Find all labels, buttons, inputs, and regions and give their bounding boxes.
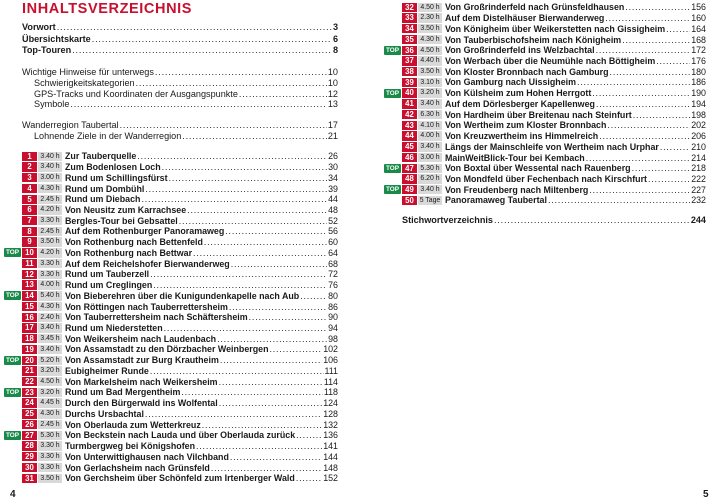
tour-page: 60 (328, 237, 338, 248)
tour-number-badge: 18 (22, 334, 37, 343)
tour-entry[interactable] (22, 258, 338, 269)
tour-title: Panoramaweg Taubertal (445, 195, 547, 206)
tour-entry[interactable] (402, 23, 706, 34)
tour-number-badge: 13 (22, 280, 37, 289)
tour-duration: 4.00 h (38, 280, 62, 289)
tour-title: Durchs Ursbachtal (65, 408, 144, 419)
tour-number-badge: 9 (22, 237, 37, 246)
tour-page: 222 (691, 174, 706, 185)
tour-title: Rund um Dombühl (65, 183, 145, 194)
tour-duration: 3.40 h (38, 323, 62, 332)
tour-page: 102 (323, 344, 338, 355)
tour-number-badge: 48 (402, 174, 417, 183)
tour-title: Rund um Tauberzell (65, 269, 150, 280)
tour-page: 64 (328, 247, 338, 258)
tour-duration: 4.00 h (418, 131, 442, 140)
tour-entry[interactable] (22, 280, 338, 291)
tour-duration: 3.30 h (38, 452, 62, 461)
tour-page: 98 (328, 333, 338, 344)
tour-entry[interactable] (22, 376, 338, 387)
tour-title: Von Assamstadt zu den Dörzbacher Weinbergen (65, 344, 269, 355)
tour-number-badge: 3 (22, 173, 37, 182)
tour-page: 56 (328, 226, 338, 237)
tour-entry[interactable] (22, 441, 338, 452)
toc-entry-stichwortverzeichnis[interactable]: Stichwortverzeichnis ..... 244 (402, 215, 706, 226)
tour-page: 48 (328, 204, 338, 215)
tour-entry[interactable] (22, 409, 338, 420)
tour-number-badge: 42 (402, 110, 417, 119)
tour-entry[interactable] (22, 473, 338, 484)
tour-entry[interactable] (402, 120, 706, 131)
tour-duration: 5.30 h (418, 164, 442, 173)
tour-number-badge: 23 (22, 388, 37, 397)
tour-number-badge: 35 (402, 35, 417, 44)
tour-entry[interactable] (22, 248, 338, 259)
tour-number-badge: 7 (22, 216, 37, 225)
tour-page: 180 (691, 66, 706, 77)
tour-duration: 4.50 h (38, 377, 62, 386)
tour-duration: 3.45 h (38, 334, 62, 343)
tour-page: 44 (328, 194, 338, 205)
tour-duration: 2.30 h (418, 13, 442, 22)
tour-number-badge: 36 (402, 46, 417, 55)
tour-entry[interactable] (402, 141, 706, 152)
tour-page: 34 (328, 172, 338, 183)
tour-page: 194 (691, 98, 706, 109)
tour-entry[interactable] (22, 301, 338, 312)
tour-duration: 4.20 h (38, 205, 62, 214)
tour-entry[interactable] (22, 312, 338, 323)
tour-duration: 2.40 h (38, 313, 62, 322)
tour-title: Von Beckstein nach Lauda und über Oberlauda zurück (65, 430, 296, 441)
tour-entry[interactable] (22, 269, 338, 280)
tour-page: 94 (328, 323, 338, 334)
tour-number-badge: 39 (402, 78, 417, 87)
tour-title: Auf dem Rothenburger Panoramaweg (65, 226, 225, 237)
tour-entry[interactable] (402, 174, 706, 185)
tour-duration: 3.40 h (418, 99, 442, 108)
tour-page: 210 (691, 141, 706, 152)
tour-duration: 3.50 h (418, 67, 442, 76)
tour-page: 176 (691, 55, 706, 66)
tour-entry[interactable] (402, 13, 706, 24)
tour-entry[interactable] (402, 77, 706, 88)
tour-number-badge: 46 (402, 153, 417, 162)
tour-entry[interactable] (22, 215, 338, 226)
tour-entry[interactable] (402, 99, 706, 110)
tour-page: 214 (691, 152, 706, 163)
tour-title: Von Bieberehren über die Kunigundenkapelle nach Aub (65, 290, 300, 301)
tour-page: 168 (691, 34, 706, 45)
tour-number-badge: 49 (402, 185, 417, 194)
top-tour-badge: TOP (5, 356, 20, 364)
tour-entry[interactable] (22, 355, 338, 366)
tour-entry[interactable] (22, 333, 338, 344)
tour-title: Von Assamstadt zur Burg Krautheim (65, 355, 219, 366)
tour-number-badge: 15 (22, 302, 37, 311)
tour-title: Von Unterwittighausen nach Vilchband (65, 451, 229, 462)
tour-number-badge: 28 (22, 441, 37, 450)
tour-duration: 2.45 h (38, 227, 62, 236)
tour-title: Bergles-Tour bei Gebsattel (65, 215, 178, 226)
toc-entry-gps[interactable]: GPS-Tracks und Koordinaten der Ausgangspunkte ..... 12 (34, 89, 338, 100)
tour-number-badge: 24 (22, 398, 37, 407)
tour-number-badge: 20 (22, 356, 37, 365)
tour-title: Von Röttingen nach Tauberrettersheim (65, 301, 228, 312)
tour-page: 132 (323, 419, 338, 430)
tour-duration: 3.30 h (38, 270, 62, 279)
tour-title: Von Kreuzwertheim ins Himmelreich (445, 131, 599, 142)
toc-entry-schwierigkeit[interactable]: Schwierigkeitskategorien ..... 10 (34, 78, 338, 89)
tour-number-badge: 30 (22, 463, 37, 472)
tour-duration: 3.50 h (38, 237, 62, 246)
tour-number-badge: 16 (22, 313, 37, 322)
tour-entry[interactable] (402, 195, 706, 206)
tour-duration: 3.20 h (38, 388, 62, 397)
tour-duration: 4.30 h (38, 302, 62, 311)
tour-duration: 6.30 h (418, 110, 442, 119)
tour-entry[interactable] (402, 88, 706, 99)
tour-title: Rund um Niederstetten (65, 323, 163, 334)
top-tour-badge: TOP (5, 249, 20, 257)
tour-duration: 2.45 h (38, 195, 62, 204)
tour-page: 128 (323, 408, 338, 419)
tour-number-badge: 38 (402, 67, 417, 76)
toc-entry-wanderregion[interactable]: Wanderregion Taubertal ..... 17 (22, 120, 338, 131)
tour-page: 80 (328, 290, 338, 301)
tour-page: 52 (328, 215, 338, 226)
tour-page: 30 (328, 162, 338, 173)
tour-duration: 3.30 h (38, 441, 62, 450)
tour-entry[interactable] (22, 151, 338, 162)
tour-number-badge: 40 (402, 88, 417, 97)
tour-title: Von Oberlauda zum Wetterkreuz (65, 419, 201, 430)
tour-number-badge: 44 (402, 131, 417, 140)
tour-duration: 6.20 h (418, 174, 442, 183)
tour-page: 218 (691, 163, 706, 174)
tour-number-badge: 2 (22, 162, 37, 171)
tour-page: 156 (691, 2, 706, 13)
tour-title: Von Boxtal über Wessental nach Rauenberg (445, 163, 631, 174)
tour-duration: 3.50 h (38, 474, 62, 483)
tour-entry[interactable] (402, 163, 706, 174)
tour-duration: 4.50 h (418, 3, 442, 12)
tour-page: 148 (323, 462, 338, 473)
top-tour-badge: TOP (385, 164, 400, 172)
tour-entry[interactable] (22, 290, 338, 301)
tour-number-badge: 17 (22, 323, 37, 332)
tour-page: 160 (691, 13, 706, 24)
tour-title: Von Großrinderfeld ins Welzbachtal (445, 45, 595, 56)
tour-title: Von Wertheim zum Kloster Bronnbach (445, 120, 607, 131)
tour-entry[interactable] (22, 226, 338, 237)
tour-duration: 2.45 h (38, 420, 62, 429)
toc-entry-symbole[interactable]: Symbole ..... 13 (34, 99, 338, 110)
tour-number-badge: 37 (402, 56, 417, 65)
tour-page: 190 (691, 88, 706, 99)
tour-duration: 3.40 h (418, 142, 442, 151)
tour-duration: 3.40 h (38, 345, 62, 354)
tour-duration: 4.40 h (418, 56, 442, 65)
top-tour-badge: TOP (5, 388, 20, 396)
page-number: 5 (703, 489, 709, 500)
tour-entry[interactable] (402, 109, 706, 120)
tour-entry[interactable] (22, 183, 338, 194)
tour-number-badge: 41 (402, 99, 417, 108)
tour-page: 26 (328, 151, 338, 162)
tour-page: 144 (323, 451, 338, 462)
tour-page: 227 (691, 184, 706, 195)
tour-title: Von Markelsheim nach Weikersheim (65, 376, 218, 387)
tour-title: Eubigheimer Runde (65, 365, 149, 376)
tour-title: Von Mondfeld über Fechenbach nach Kirschfurt (445, 174, 648, 185)
tour-duration: 3.20 h (418, 88, 442, 97)
page-title: INHALTSVERZEICHNIS (22, 1, 193, 17)
tour-duration: 3.30 h (38, 463, 62, 472)
top-tour-badge: TOP (5, 292, 20, 300)
tour-page: 202 (691, 120, 706, 131)
tour-page: 86 (328, 301, 338, 312)
tour-entry[interactable] (22, 398, 338, 409)
tour-page: 39 (328, 183, 338, 194)
tour-title: Von Königheim über Weikerstetten nach Gissigheim (445, 23, 666, 34)
tour-page: 118 (323, 387, 338, 398)
tour-title: Zum Bodenlosen Loch (65, 162, 161, 173)
tour-entry[interactable] (402, 131, 706, 142)
top-tour-badge: TOP (385, 186, 400, 194)
tour-title: Von Tauberbischofsheim nach Königheim (445, 34, 622, 45)
tour-title: Von Gerlachsheim nach Grünsfeld (65, 462, 210, 473)
tour-number-badge: 22 (22, 377, 37, 386)
tour-page: 136 (323, 430, 338, 441)
right-page (360, 0, 720, 501)
tour-page: 76 (328, 280, 338, 291)
tour-number-badge: 8 (22, 227, 37, 236)
tour-title: Von Kloster Bronnbach nach Gamburg (445, 66, 609, 77)
tour-number-badge: 43 (402, 121, 417, 130)
top-tour-badge: TOP (5, 431, 20, 439)
tour-title: Rund um Diebach (65, 194, 141, 205)
tour-entry[interactable] (22, 194, 338, 205)
tour-title: Zur Tauberquelle (65, 151, 137, 162)
tour-entry[interactable] (402, 56, 706, 67)
tour-duration: 3.10 h (418, 78, 442, 87)
tour-number-badge: 4 (22, 184, 37, 193)
tour-duration: 5.30 h (38, 431, 62, 440)
tour-entry[interactable] (402, 184, 706, 195)
tour-page: 198 (691, 109, 706, 120)
tour-title: Von Gerchsheim über Schönfeld zum Irtenberger Wald (65, 473, 295, 484)
tour-entry[interactable] (22, 205, 338, 216)
tour-entry[interactable] (402, 66, 706, 77)
tour-duration: 4.30 h (38, 184, 62, 193)
tour-entry[interactable] (22, 172, 338, 183)
tour-duration: 3.00 h (418, 153, 442, 162)
tour-duration: 4.20 h (38, 248, 62, 257)
tour-duration: 4.30 h (418, 35, 442, 44)
tour-entry[interactable] (22, 344, 338, 355)
tour-page: 90 (328, 312, 338, 323)
tour-duration: 4.30 h (38, 409, 62, 418)
tour-page: 111 (324, 365, 338, 376)
tour-page: 72 (328, 269, 338, 280)
tour-entry[interactable] (22, 237, 338, 248)
tour-title: Von Külsheim zum Hohen Herrgott (445, 88, 592, 99)
tour-entry[interactable] (402, 152, 706, 163)
tour-title: MainWeitBlick-Tour bei Kembach (445, 152, 585, 163)
tour-duration: 3.20 h (38, 366, 62, 375)
tour-number-badge: 47 (402, 164, 417, 173)
tour-entry[interactable] (22, 419, 338, 430)
tour-number-badge: 31 (22, 474, 37, 483)
tour-duration: 3.40 h (38, 152, 62, 161)
tour-page: 141 (323, 441, 338, 452)
tour-number-badge: 12 (22, 270, 37, 279)
tour-page: 124 (323, 398, 338, 409)
tour-entry[interactable] (22, 162, 338, 173)
toc-entry-hinweise[interactable]: Wichtige Hinweise für unterwegs ..... 10 (22, 67, 338, 78)
tour-title: Rund um Creglingen (65, 280, 153, 291)
toc-entry-ziele[interactable]: Lohnende Ziele in der Wanderregion ..... 21 (34, 131, 338, 142)
tour-title: Rund um Schillingsfürst (65, 172, 168, 183)
tour-duration: 3.50 h (418, 24, 442, 33)
tour-entry[interactable] (22, 462, 338, 473)
tour-page: 106 (323, 355, 338, 366)
tour-page: 152 (323, 473, 338, 484)
tour-duration: 4.45 h (38, 398, 62, 407)
tour-title: Von Werbach über die Neumühle nach Böttigheim (445, 55, 656, 66)
tour-number-badge: 26 (22, 420, 37, 429)
tour-title: Von Neusitz zum Karrachsee (65, 204, 187, 215)
tour-number-badge: 34 (402, 24, 417, 33)
tour-number-badge: 11 (22, 259, 37, 268)
toc-entry-vorwort[interactable]: Vorwort ..... 3 (22, 22, 338, 33)
toc-entry-top-touren[interactable]: Top-Touren ..... 8 (22, 45, 338, 56)
tour-duration: 5 Tage (419, 196, 441, 204)
tour-number-badge: 14 (22, 291, 37, 300)
tour-number-badge: 19 (22, 345, 37, 354)
tour-number-badge: 50 (402, 196, 417, 205)
tour-duration: 3.00 h (38, 173, 62, 182)
tour-number-badge: 5 (22, 195, 37, 204)
tour-duration: 5.20 h (38, 356, 62, 365)
tour-page: 206 (691, 131, 706, 142)
tour-number-badge: 6 (22, 205, 37, 214)
tour-title: Von Weikersheim nach Laudenbach (65, 333, 217, 344)
tour-duration: 4.50 h (418, 46, 442, 55)
tour-entry[interactable] (22, 387, 338, 398)
tour-entry[interactable] (402, 45, 706, 56)
tour-page: 164 (691, 23, 706, 34)
tour-entry[interactable] (402, 34, 706, 45)
tour-title: Rund um Bad Mergentheim (65, 387, 181, 398)
tour-number-badge: 1 (22, 152, 37, 161)
tour-duration: 3.40 h (418, 185, 442, 194)
tour-title: Auf dem Distelhäuser Bierwanderweg (445, 13, 605, 24)
tour-duration: 3.40 h (38, 162, 62, 171)
tour-title: Von Gamburg nach Uissigheim (445, 77, 577, 88)
tour-page: 68 (328, 258, 338, 269)
top-tour-badge: TOP (385, 46, 400, 54)
top-tour-badge: TOP (385, 89, 400, 97)
tour-title: Auf dem Reichelshofer Bierwanderweg (65, 258, 230, 269)
tour-title: Turmbergweg bei Königshofen (65, 441, 196, 452)
tour-page: 232 (691, 195, 706, 206)
tour-number-badge: 45 (402, 142, 417, 151)
tour-title: Von Hardheim über Breitenau nach Steinfurt (445, 109, 632, 120)
tour-page: 186 (691, 77, 706, 88)
tour-number-badge: 32 (402, 3, 417, 12)
tour-number-badge: 10 (22, 248, 37, 257)
tour-title: Längs der Mainschleife von Wertheim nach Urphar (445, 141, 659, 152)
tour-entry[interactable] (22, 366, 338, 377)
tour-number-badge: 27 (22, 431, 37, 440)
tour-entry[interactable] (22, 430, 338, 441)
tour-title: Von Tauberrettersheim nach Schäftersheim (65, 312, 248, 323)
tour-title: Von Rothenburg nach Bettenfeld (65, 237, 203, 248)
tour-duration: 5.40 h (38, 291, 62, 300)
tour-number-badge: 29 (22, 452, 37, 461)
tour-title: Durch den Bürgerwald ins Wolfental (65, 398, 218, 409)
toc-entry-uebersichtskarte[interactable]: Übersichtskarte ..... 6 (22, 34, 338, 45)
tour-page: 114 (323, 376, 338, 387)
tour-entry[interactable] (22, 451, 338, 462)
tour-number-badge: 25 (22, 409, 37, 418)
tour-duration: 3.30 h (38, 216, 62, 225)
tour-number-badge: 21 (22, 366, 37, 375)
tour-entry[interactable] (402, 2, 706, 13)
tour-number-badge: 33 (402, 13, 417, 22)
tour-title: Von Freudenberg nach Miltenberg (445, 184, 589, 195)
page-number: 4 (10, 489, 16, 500)
tour-duration: 3.30 h (38, 259, 62, 268)
tour-entry[interactable] (22, 323, 338, 334)
tour-title: Auf dem Dörlesberger Kapellenweg (445, 98, 595, 109)
tour-page: 172 (691, 45, 706, 56)
tour-title: Von Rothenburg nach Bettwar (65, 247, 193, 258)
tour-duration: 4.10 h (418, 121, 442, 130)
tour-title: Von Großrinderfeld nach Grünsfeldhausen (445, 2, 625, 13)
